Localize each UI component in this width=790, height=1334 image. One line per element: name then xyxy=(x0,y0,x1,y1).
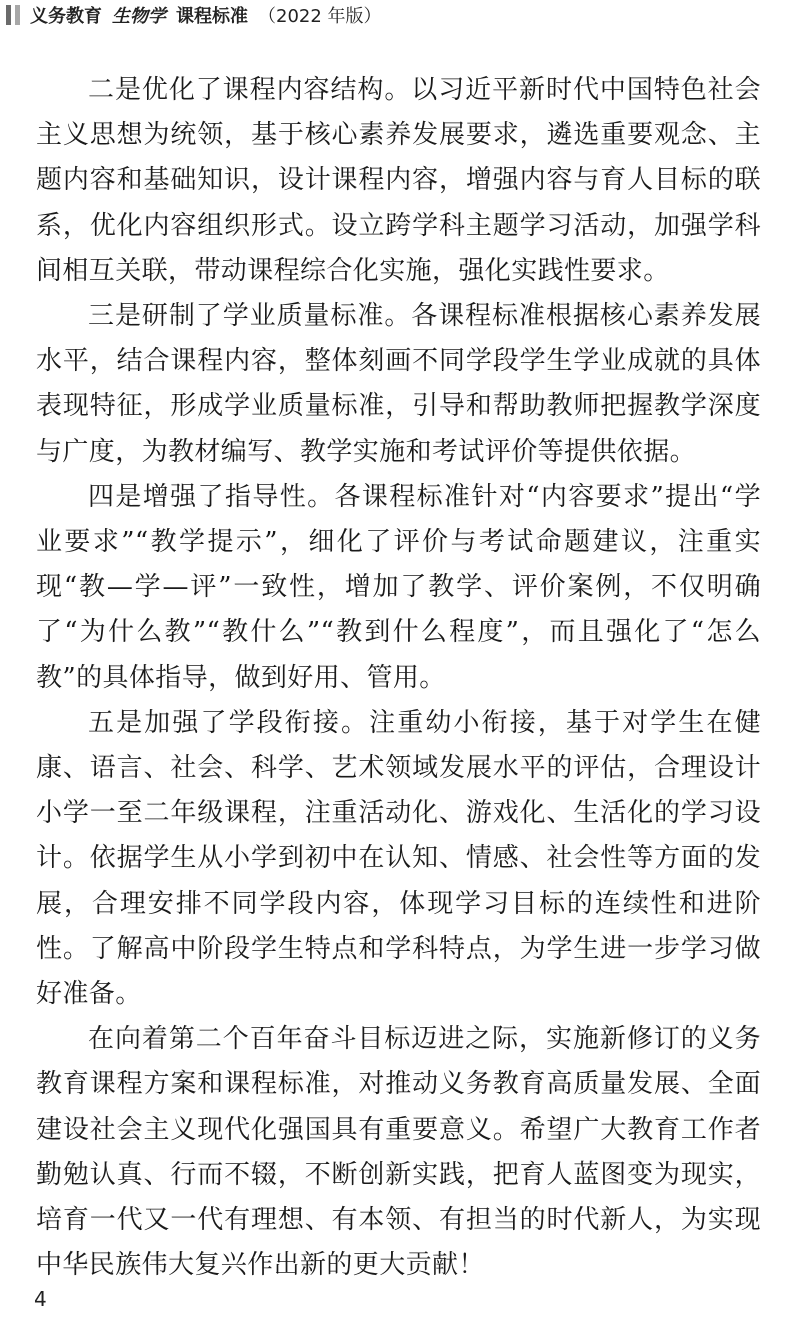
paragraph-5: 五是加强了学段衔接。注重幼小衔接，基于对学生在健康、语言、社会、科学、艺术领域发展水平的评估，合理设计小学一至二年级课程，注重活动化、游戏化、生活化的学习设计。依据学生从小学到初中在认知、情感、社会性等方面的发展，合理安排不同学段内容，体现学习目标的连续性和进阶性。了解高中阶段学生特点和学科特点，为学生进一步学习做好准备。 xyxy=(36,707,761,1010)
running-header xyxy=(6,4,382,26)
paragraph-3: 三是研制了学业质量标准。各课程标准根据核心素养发展水平，结合课程内容，整体刻画不同学段学生学业成就的具体表现特征，形成学业质量标准，引导和帮助教师把握教学深度与广度，为教材编写、教学实施和考试评价等提供依据。 xyxy=(36,301,761,467)
page-body xyxy=(36,68,761,1288)
page-number: 4 xyxy=(34,1287,47,1311)
paragraph-closing: 在向着第二个百年奋斗目标迈进之际，实施新修订的义务教育课程方案和课程标准，对推动义务教育高质量发展、全面建设社会主义现代化强国具有重要意义。希望广大教育工作者勤勉认真、行而不辍，不断创新实践，把育人蓝图变为现实，培育一代又一代有理想、有本领、有担当的时代新人，为实现中华民族伟大复兴作出新的更大贡献！ xyxy=(36,1024,761,1281)
header-title: 课程标准 xyxy=(176,6,248,27)
paragraph-4: 四是增强了指导性。各课程标准针对“内容要求”提出“学业要求”“教学提示”，细化了评价与考试命题建议，注重实现“教—学—评”一致性，增加了教学、评价案例，不仅明确了“为什么教”“教什么”“教到什么程度”，而且强化了“怎么教”的具体指导，做到好用、管用。 xyxy=(36,481,761,693)
header-series: 义务教育 xyxy=(30,6,102,27)
header-bars-decoration xyxy=(6,5,20,25)
paragraph-2: 二是优化了课程内容结构。以习近平新时代中国特色社会主义思想为统领，基于核心素养发展要求，遴选重要观念、主题内容和基础知识，设计课程内容，增强内容与育人目标的联系，优化内容组织形式。设立跨学科主题学习活动，加强学科间相互关联，带动课程综合化实施，强化实践性要求。 xyxy=(36,75,761,286)
header-subject: 生物学 xyxy=(112,6,166,27)
header-bar-light xyxy=(15,5,20,25)
header-bar-dark xyxy=(6,5,11,25)
header-edition: （2022 年版） xyxy=(258,6,382,27)
